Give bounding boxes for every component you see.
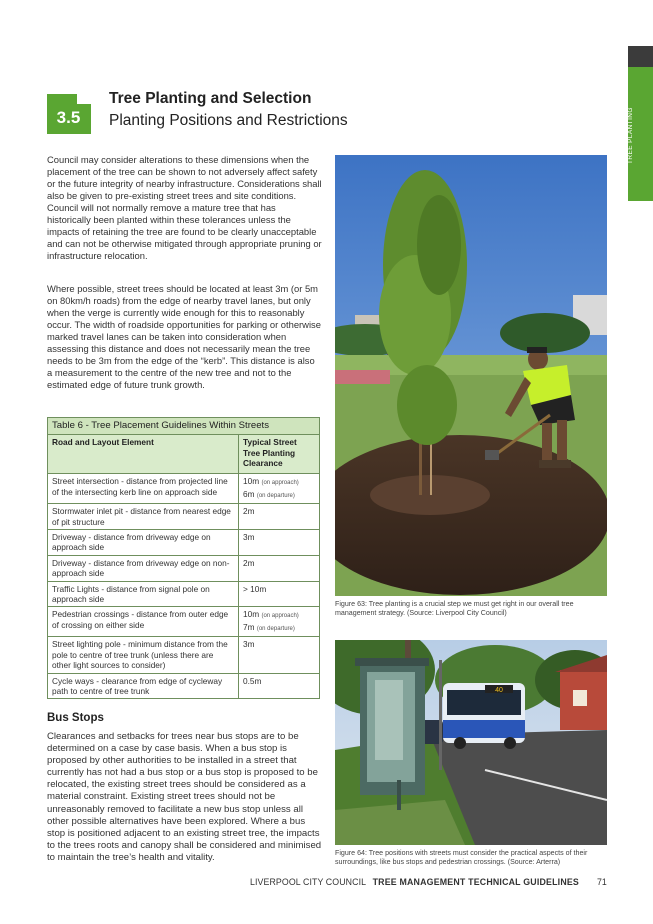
table-cell-clearance — [239, 474, 320, 504]
table-cell-element: Pedestrian crossings - distance from outer edge of crossing on either side — [48, 607, 239, 637]
table-cell-element: Driveway - distance from driveway edge on approach side — [48, 530, 239, 556]
page-footer — [250, 877, 607, 887]
table-cell-element: Street lighting pole - minimum distance from the pole to centre of tree trunk (unless there are other light sources to consider) — [48, 637, 239, 673]
bus-stop-photo — [335, 640, 607, 845]
table-row — [48, 673, 320, 699]
footer-organization: LIVERPOOL CITY COUNCIL — [250, 877, 367, 887]
table-cell-clearance — [239, 607, 320, 637]
body-paragraph-1: Council may consider alterations to these dimensions when the placement of the tree can be shown to not adversely affect safety or the future integrity of nearby infrastructure. Considerations shall also be given to pre-existing street trees and site conditions. Council will not normally remove a mature tree that has historically been planted within these tolerances unless the impacts of retaining the tree are found to be clearly unacceptable and can not be otherwise mitigated through appropriate pruning or infrastructure relocation. — [47, 154, 322, 262]
table-row — [48, 555, 320, 581]
clearance-value-2: 6m — [243, 488, 255, 499]
tree-planting-photo — [335, 155, 607, 596]
section-subtitle: Planting Positions and Restrictions — [109, 112, 348, 129]
body-paragraph-2: Where possible, street trees should be located at least 3m (or 5m on 80km/h roads) from the edge of nearby travel lanes, but only when the verge is currently wide enough for this to reasonably occur. The width of roadside opportunities for parking or otherwise marked travel lanes can be taken into consideration when assessing this distance and does not necessarily mean the tree needs to be 3m from the edge of the “kerb”. This distance is also a measurement to the centre of the new tree and not to the estimated edge of future trunk growth. — [47, 283, 321, 391]
clearance-value: 10m — [243, 476, 260, 487]
section-title: Tree Planting and Selection — [109, 90, 312, 107]
table-row — [48, 607, 320, 637]
table-cell-clearance: 3m — [239, 637, 320, 673]
table-caption: Table 6 - Tree Placement Guidelines Within Streets — [48, 418, 320, 435]
footer-document-title: TREE MANAGEMENT TECHNICAL GUIDELINES — [372, 877, 580, 887]
tree-placement-table — [47, 417, 320, 699]
table-row — [48, 504, 320, 530]
clearance-note-2: (on departure) — [256, 492, 295, 499]
table-cell-clearance: 2m — [239, 504, 320, 530]
table-cell-element: Street intersection - distance from projected line of the intersecting kerb line on approach side — [48, 474, 239, 504]
figure-63-caption: Figure 63: Tree planting is a crucial step we must get right in our overall tree management strategy. (Source: Liverpool City Council) — [335, 600, 574, 617]
clearance-note: (on approach) — [261, 613, 299, 620]
bus-stops-heading: Bus Stops — [47, 712, 104, 724]
table-cell-clearance: > 10m — [239, 581, 320, 607]
table-header-clearance: Typical Street Tree Planting Clearance — [239, 435, 320, 474]
bus-route-sign: 40 — [495, 687, 503, 694]
table-row — [48, 530, 320, 556]
footer-page-number: 71 — [597, 877, 607, 887]
clearance-note: (on approach) — [261, 480, 299, 487]
table-cell-clearance: 0.5m — [239, 673, 320, 699]
table-row — [48, 474, 320, 504]
clearance-note-2: (on departure) — [256, 625, 295, 632]
clearance-value: 10m — [243, 609, 260, 620]
side-tab-label: TREE PLANTING — [627, 107, 634, 165]
table-cell-element: Driveway - distance from driveway edge on non-approach side — [48, 555, 239, 581]
clearance-value-2: 7m — [243, 621, 255, 632]
figure-64-caption: Figure 64: Tree positions with streets must consider the practical aspects of their surroundings, like bus stops and pedestrian crossings. (Source: Arterra) — [335, 849, 588, 866]
table-cell-clearance: 3m — [239, 530, 320, 556]
table-row — [48, 637, 320, 673]
section-number: 3.5 — [56, 108, 81, 127]
table-cell-clearance: 2m — [239, 555, 320, 581]
table-row — [48, 581, 320, 607]
side-tab-dark-block — [628, 46, 653, 67]
table-cell-element: Stormwater inlet pit - distance from nearest edge of pit structure — [48, 504, 239, 530]
section-number-badge — [47, 94, 94, 134]
bus-stops-paragraph: Clearances and setbacks for trees near bus stops are to be determined on a case by case basis. When a bus stop is proposed by other authorities to be installed in a street that currently has not had a bus stop or a bus stop is proposed to be relocated, the existing street trees should be considered as a material constraint. Existing street trees should not be unreasonably removed to facilitate a new bus stop unless all other possible alternatives have been explored. Where a bus stop is positioned adjacent to an existing street tree, the impacts to the trees roots and canopy shall be considered and minimised to maintain the tree’s health and vitality. — [47, 731, 322, 863]
table-cell-element: Traffic Lights - distance from signal pole on approach side — [48, 581, 239, 607]
table-cell-element: Cycle ways - clearance from edge of cycleway path to centre of tree trunk — [48, 673, 239, 699]
table-header-element: Road and Layout Element — [48, 435, 239, 474]
